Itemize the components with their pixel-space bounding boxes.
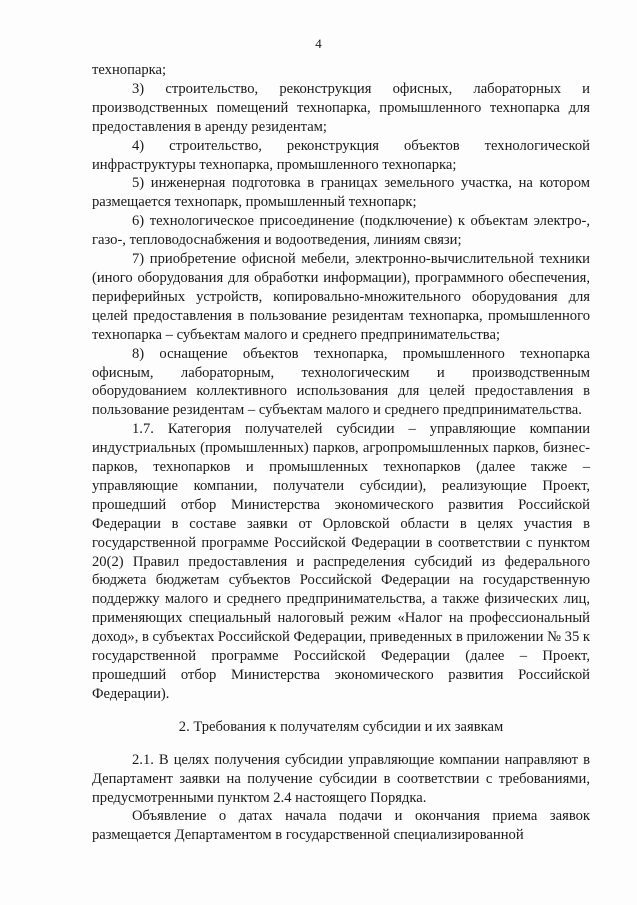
section-heading: 2. Требования к получателям субсидии и их заявкам [178,718,504,735]
list-item-7: 7) приобретение офисной мебели, электронно-вычислительной техники (иного оборудования для обработки информации), программного обеспечения, периферийных устройств, копировально-множительного оборудования для целей предоставления в пользование резидентам технопарка, промышленного технопарка – субъектам малого и среднего предпринимательства; [92,251,590,343]
paragraph-announcement: Объявление о датах начала подачи и окончания приема заявок размещается Департаментом в государственной специализированной [92,808,590,844]
list-item-3: 3) строительство, реконструкция офисных, лабораторных и производственных помещений технопарка, промышленного технопарка для предоставления в аренду резидентам; [92,80,590,135]
page-number: 4 [315,36,322,51]
document-body [92,61,590,845]
paragraph-2-1: 2.1. В целях получения субсидии управляющие компании направляют в Департамент заявки на получение субсидии в соответствии с требованиями, предусмотренными пунктом 2.4 настоящего Порядка. [92,751,590,806]
list-item-continuation: технопарка; [92,62,167,78]
list-item-5: 5) инженерная подготовка в границах земельного участка, на котором размещается технопарк, промышленный технопарк; [92,175,590,211]
paragraph-1-7: 1.7. Категория получателей субсидии – управляющие компании индустриальных (промышленных) парков, агропромышленных парков, бизнес-парков, технопарков и промышленных технопарков (далее также – управляющие компании, получатели субсидии), реализующие Проект, прошедший отбор Министерства экономического развития Российской Федерации в составе заявки от Орловской области в целях участия в государственной программе Российской Федерации в соответствии с пунктом 20(2) Правил предоставления и распределения субсидий из федерального бюджета бюджетам субъектов Российской Федерации на государственную поддержку малого и среднего предпринимательства, а также физических лиц, применяющих специальный налоговый режим «Налог на профессиональный доход», в субъектах Российской Федерации, приведенных в приложении № 35 к государственной программе Российской Федерации (далее – Проект, прошедший отбор Министерства экономического развития Российской Федерации). [92,421,590,702]
list-item-6: 6) технологическое присоединение (подключение) к объектам электро-, газо-, тепловодоснабжения и водоотведения, линиям связи; [92,213,590,249]
list-item-8: 8) оснащение объектов технопарка, промышленного технопарка офисным, лабораторным, технологическим и производственным оборудованием коллективного использования для целей предоставления в пользование резидентам – субъектам малого и среднего предпринимательства. [92,345,590,419]
list-item-4: 4) строительство, реконструкция объектов технологической инфраструктуры технопарка, промышленного технопарка; [92,137,590,173]
